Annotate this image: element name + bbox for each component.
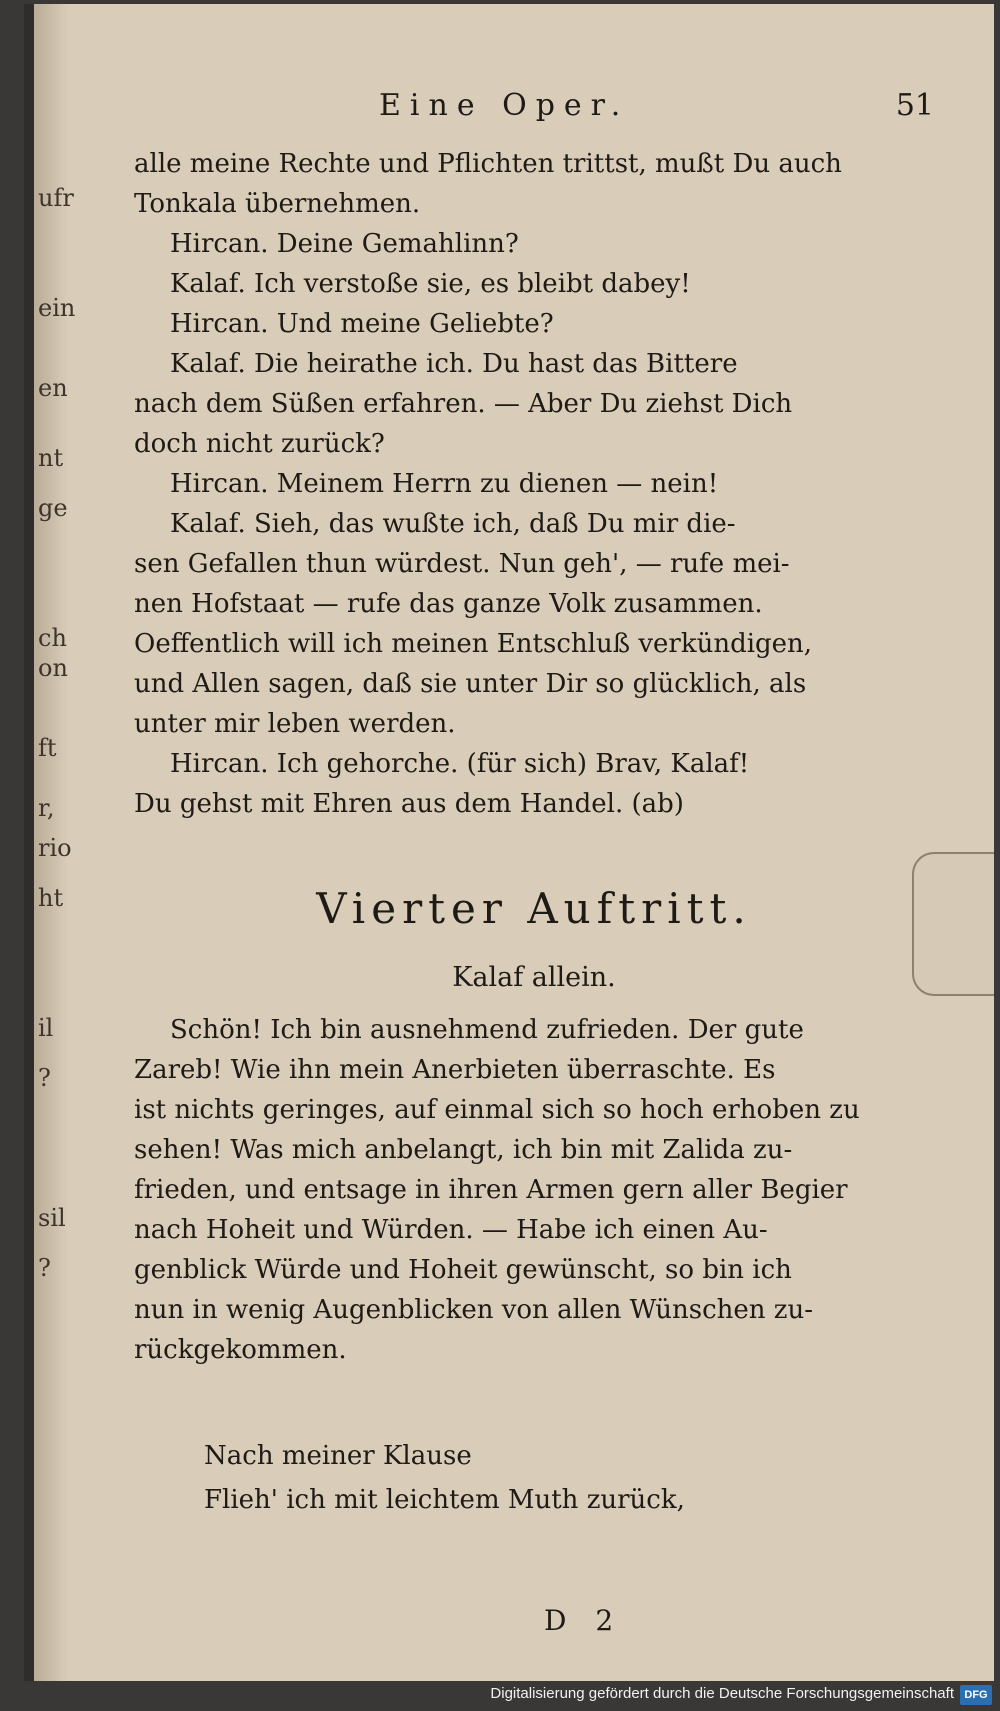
signature-mark: D 2 <box>544 1604 624 1637</box>
scene-stage-direction: Kalaf allein. <box>452 962 616 993</box>
gutter-fragment: ft <box>38 734 57 762</box>
text-line: nach dem Süßen erfahren. — Aber Du ziehst Dich <box>134 389 793 419</box>
footer-bar <box>0 1681 1000 1711</box>
gutter-fragment: r, <box>38 794 55 822</box>
verse-block <box>134 1434 934 1522</box>
text-line: und Allen sagen, daß sie unter Dir so glücklich, als <box>134 669 807 699</box>
text-line: nach Hoheit und Würden. — Habe ich einen Au- <box>134 1215 768 1245</box>
text-line: nen Hofstaat — rufe das ganze Volk zusammen. <box>134 589 763 619</box>
text-line: doch nicht zurück? <box>134 429 385 459</box>
text-line: genblick Würde und Hoheit gewünscht, so bin ich <box>134 1255 792 1285</box>
text-line: Kalaf. Sieh, das wußte ich, daß Du mir die- <box>170 509 736 539</box>
gutter-fragment: nt <box>38 444 64 472</box>
gutter-fragment: ufr <box>38 184 74 212</box>
text-line: rückgekommen. <box>134 1335 347 1365</box>
digitization-credit: Digitalisierung gefördert durch die Deutsche Forschungsgemeinschaft <box>490 1685 954 1702</box>
text-line: frieden, und entsage in ihren Armen gern aller Begier <box>134 1175 848 1205</box>
text-line: Hircan. Deine Gemahlinn? <box>170 229 519 259</box>
text-line: Hircan. Ich gehorche. (für sich) Brav, Kalaf! <box>170 749 750 779</box>
gutter-fragment: ht <box>38 884 64 912</box>
text-line: ist nichts geringes, auf einmal sich so hoch erhoben zu <box>134 1095 860 1125</box>
dfg-logo: DFG <box>960 1685 992 1705</box>
verse-line: Nach meiner Klause <box>204 1441 472 1471</box>
gutter-fragment: ge <box>38 494 68 522</box>
text-line: nun in wenig Augenblicken von allen Wünschen zu- <box>134 1295 814 1325</box>
text-line: Oeffentlich will ich meinen Entschluß verkündigen, <box>134 629 813 659</box>
gutter-fragment: en <box>38 374 68 402</box>
text-line: Schön! Ich bin ausnehmend zufrieden. Der gute <box>170 1015 804 1045</box>
gutter-fragment: ? <box>38 1064 51 1092</box>
running-title: Eine Oper. <box>379 88 630 123</box>
dialogue-block <box>134 144 934 824</box>
scene-heading: Vierter Auftritt. <box>316 884 752 933</box>
text-line: Kalaf. Ich verstoße sie, es bleibt dabey! <box>170 269 691 299</box>
gutter-fragment: rio <box>38 834 72 862</box>
gutter-fragment: ? <box>38 1254 51 1282</box>
gutter-fragment: il <box>38 1014 54 1042</box>
gutter-fragment: ein <box>38 294 76 322</box>
gutter-fragment: sil <box>38 1204 66 1232</box>
text-line: Kalaf. Die heirathe ich. Du hast das Bittere <box>170 349 738 379</box>
text-line: sen Gefallen thun würdest. Nun geh', — rufe mei- <box>134 549 790 579</box>
gutter-fragment: on <box>38 654 68 682</box>
text-line: Hircan. Meinem Herrn zu dienen — nein! <box>170 469 719 499</box>
monologue-block <box>134 1010 934 1370</box>
text-line: Du gehst mit Ehren aus dem Handel. (ab) <box>134 789 684 819</box>
text-line: alle meine Rechte und Pflichten trittst, mußt Du auch <box>134 149 842 179</box>
verse-line: Flieh' ich mit leichtem Muth zurück, <box>204 1485 685 1515</box>
page-number: 51 <box>895 88 934 123</box>
gutter-fragment: ch <box>38 624 67 652</box>
text-line: Tonkala übernehmen. <box>134 189 421 219</box>
book-page <box>24 4 994 1684</box>
text-line: Zareb! Wie ihn mein Anerbieten überraschte. Es <box>134 1055 776 1085</box>
text-line: sehen! Was mich anbelangt, ich bin mit Zalida zu- <box>134 1135 793 1165</box>
text-line: unter mir leben werden. <box>134 709 456 739</box>
text-line: Hircan. Und meine Geliebte? <box>170 309 554 339</box>
binding-gutter <box>34 4 76 1684</box>
